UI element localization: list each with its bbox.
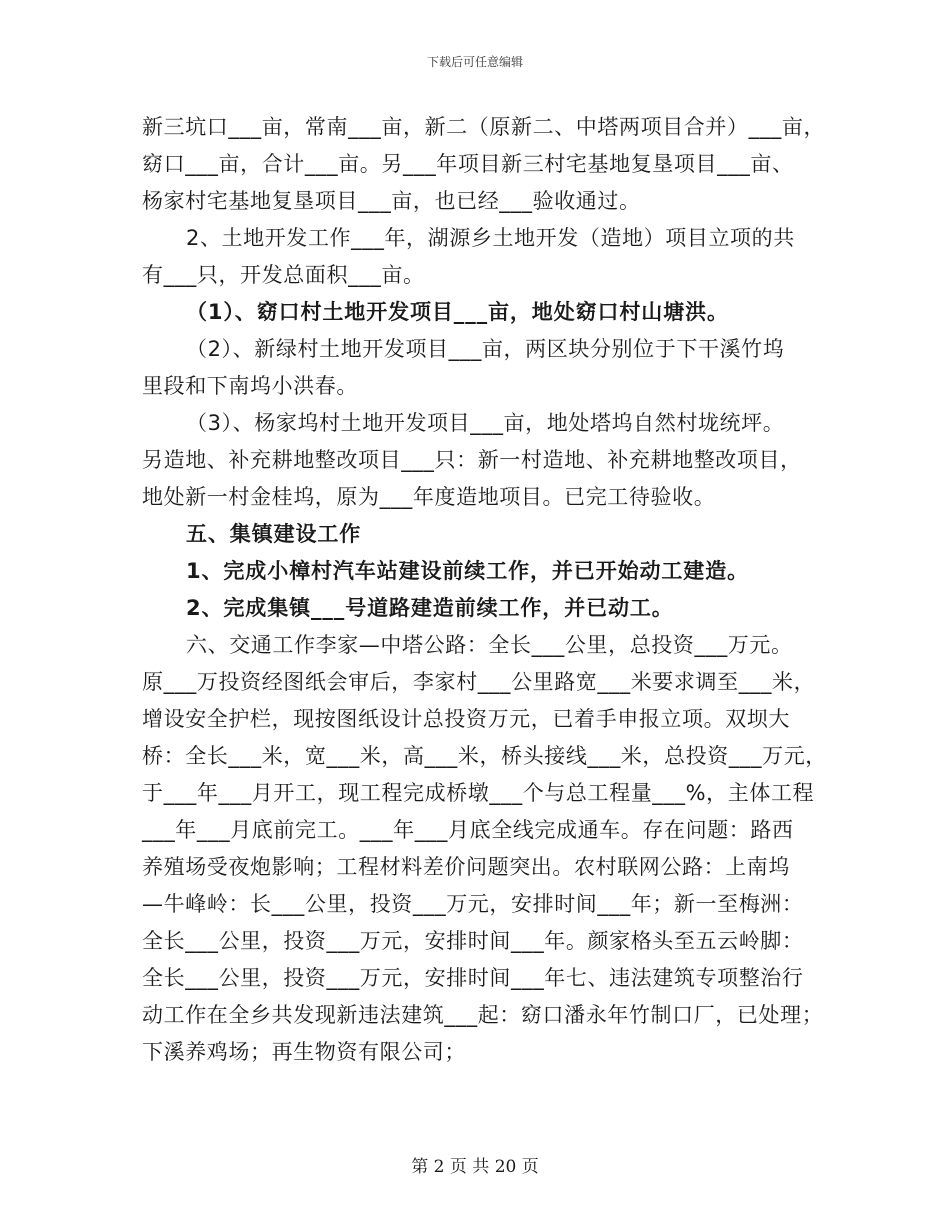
section-heading: 五、集镇建设工作 (186, 522, 362, 546)
paragraph-line: 窈口___亩，合计___亩。另___年项目新三村宅基地复垦项目___亩、 (142, 152, 794, 176)
paragraph-line: 新三坑口___亩，常南___亩，新二（原新二、中塔两项目合并）___亩， (142, 115, 826, 139)
page-number-footer: 第 2 页 共 20 页 (411, 1157, 539, 1177)
paragraph-line: 全长___公里，投资___万元，安排时间___年。颜家格头至五云岭脚： (142, 929, 804, 953)
paragraph-line: 另造地、补充耕地整改项目___只：新一村造地、补充耕地整改项目， (142, 448, 802, 472)
paragraph-line: 动工作在全乡共发现新违法建筑___起：窈口潘永年竹制口厂，已处理； (142, 1003, 824, 1027)
paragraph-line: 养殖场受夜炮影响；工程材料差价问题突出。农村联网公路：上南坞 (142, 855, 790, 879)
paragraph-line: 原___万投资经图纸会审后，李家村___公里路宽___米要求调至___米， (142, 670, 816, 694)
paragraph-line: 六、交通工作李家—中塔公路：全长___公里，总投资___万元。 (186, 633, 793, 657)
document-header-note: 下载后可任意编辑 (426, 55, 523, 69)
paragraph-line: —牛峰岭：长___公里，投资___万元，安排时间___年；新一至梅洲： (142, 892, 804, 916)
paragraph-line: 下溪养鸡场；再生物资有限公司； (142, 1040, 466, 1064)
paragraph-line-bold: 1、完成小樟村汽车站建设前续工作，并已开始动工建造。 (186, 559, 750, 583)
paragraph-line: 2、土地开发工作___年，湖源乡土地开发（造地）项目立项的共 (186, 226, 795, 250)
paragraph-line: 有___只，开发总面积___亩。 (142, 263, 425, 287)
paragraph-line: 增设安全护栏，现按图纸设计总投资万元，已着手申报立项。双坝大 (142, 707, 790, 731)
paragraph-line: 杨家村宅基地复垦项目___亩，也已经___验收通过。 (142, 189, 641, 213)
paragraph-line: 于___年___月开工，现工程完成桥墩___个与总工程量___%，主体工程 (142, 781, 815, 805)
paragraph-line: ___年___月底前完工。___年___月底全线完成通车。存在问题：路西 (142, 818, 794, 842)
paragraph-line: （2）、新绿村土地开发项目___亩，两区块分别位于下干溪竹坞 (186, 337, 785, 361)
paragraph-line: 地处新一村金桂坞，原为___年度造地项目。已完工待验收。 (142, 485, 716, 509)
paragraph-line: 里段和下南坞小洪春。 (142, 374, 358, 398)
paragraph-line-bold: 2、完成集镇___号道路建造前续工作，并已动工。 (186, 596, 674, 620)
paragraph-line: 全长___公里，投资___万元，安排时间___年七、违法建筑专项整治行 (142, 966, 804, 990)
paragraph-line: 桥：全长___米，宽___米，高___米，桥头接线___米，总投资___万元， (142, 744, 827, 768)
paragraph-line-bold: （1）、窈口村土地开发项目___亩，地处窈口村山塘洪。 (186, 300, 729, 324)
paragraph-line: （3）、杨家坞村土地开发项目___亩，地处塔坞自然村垅统坪。 (186, 411, 785, 435)
